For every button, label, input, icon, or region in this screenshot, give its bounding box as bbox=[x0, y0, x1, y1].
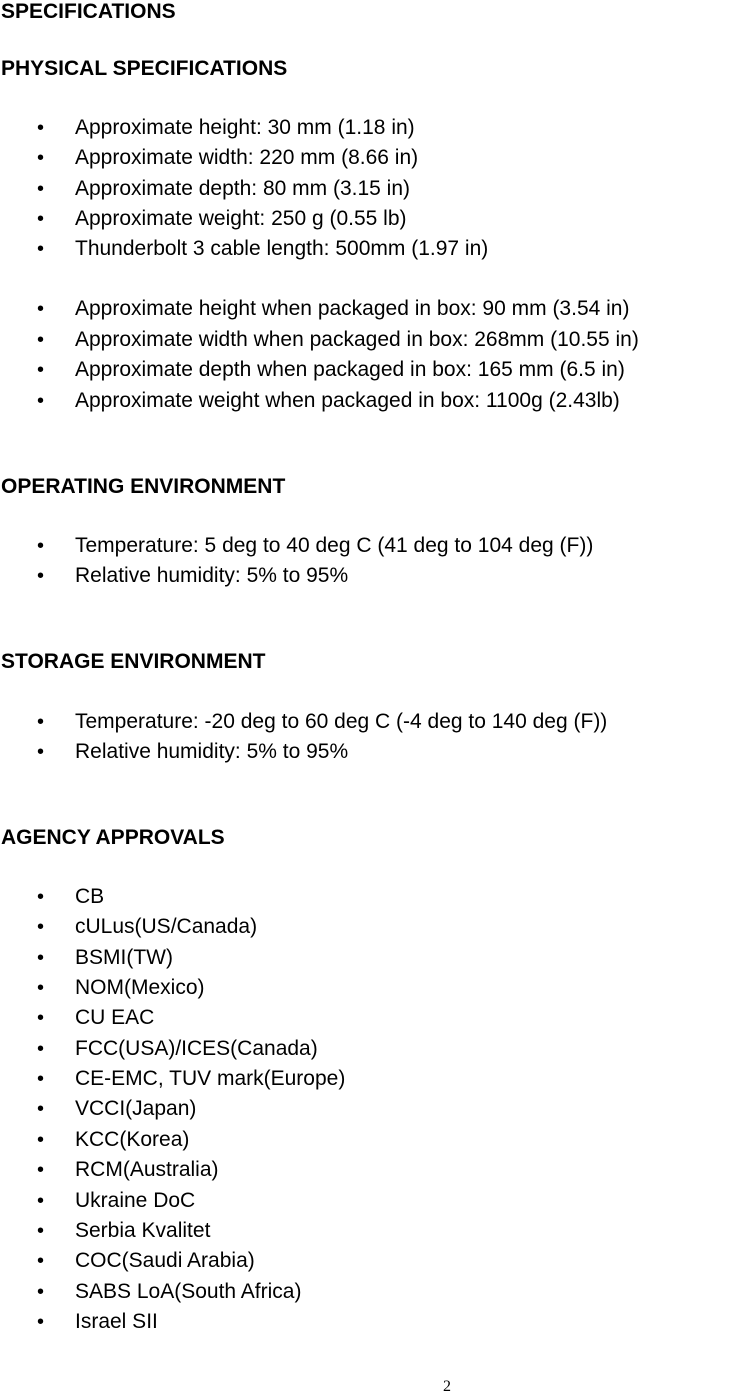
bullet-icon: • bbox=[37, 741, 45, 763]
list-item-text: Approximate width when packaged in box: 268mm (10.55 in) bbox=[75, 328, 639, 351]
list-item-text: Approximate weight: 250 g (0.55 lb) bbox=[75, 207, 407, 230]
list-item-text: CB bbox=[75, 885, 105, 908]
bullet-icon: • bbox=[37, 1068, 45, 1090]
bullet-icon: • bbox=[37, 1311, 45, 1333]
bullet-icon: • bbox=[37, 565, 45, 587]
page-number: 2 bbox=[443, 1378, 451, 1395]
bullet-icon: • bbox=[37, 886, 45, 908]
bullet-icon: • bbox=[37, 1220, 45, 1242]
list-item-text: Approximate depth when packaged in box: 165 mm (6.5 in) bbox=[75, 358, 625, 381]
list-item-text: NOM(Mexico) bbox=[75, 976, 205, 999]
bullet-icon: • bbox=[37, 1190, 45, 1212]
bullet-icon: • bbox=[37, 535, 45, 557]
list-item-text: Serbia Kvalitet bbox=[75, 1219, 211, 1242]
list-item-text: Approximate width: 220 mm (8.66 in) bbox=[75, 146, 419, 169]
list-item-text: Israel SII bbox=[75, 1310, 158, 1333]
bullet-icon: • bbox=[37, 947, 45, 969]
bullet-icon: • bbox=[37, 1098, 45, 1120]
bullet-icon: • bbox=[37, 390, 45, 412]
bullet-icon: • bbox=[37, 1250, 45, 1272]
list-item-text: RCM(Australia) bbox=[75, 1158, 219, 1181]
list-item-text: Approximate depth: 80 mm (3.15 in) bbox=[75, 177, 410, 200]
bullet-icon: • bbox=[37, 1281, 45, 1303]
list-item-text: Ukraine DoC bbox=[75, 1189, 196, 1212]
list-item-text: CU EAC bbox=[75, 1006, 155, 1029]
page-title: SPECIFICATIONS bbox=[1, 0, 176, 23]
bullet-icon: • bbox=[37, 1007, 45, 1029]
list-item-text: Relative humidity: 5% to 95% bbox=[75, 564, 349, 587]
list-item-text: VCCI(Japan) bbox=[75, 1097, 197, 1120]
bullet-icon: • bbox=[37, 298, 45, 320]
section-heading-physical: PHYSICAL SPECIFICATIONS bbox=[1, 57, 288, 80]
section-heading-agency: AGENCY APPROVALS bbox=[1, 826, 225, 849]
bullet-icon: • bbox=[37, 1129, 45, 1151]
list-item-text: Temperature: 5 deg to 40 deg C (41 deg to 104 deg (F)) bbox=[75, 534, 594, 557]
list-item-text: CE-EMC, TUV mark(Europe) bbox=[75, 1067, 346, 1090]
bullet-icon: • bbox=[37, 711, 45, 733]
list-item-text: Approximate height when packaged in box: 90 mm (3.54 in) bbox=[75, 297, 630, 320]
bullet-icon: • bbox=[37, 208, 45, 230]
bullet-icon: • bbox=[37, 329, 45, 351]
list-item-text: BSMI(TW) bbox=[75, 946, 173, 969]
bullet-icon: • bbox=[37, 147, 45, 169]
bullet-icon: • bbox=[37, 117, 45, 139]
list-item-text: cULus(US/Canada) bbox=[75, 915, 258, 938]
bullet-icon: • bbox=[37, 916, 45, 938]
bullet-icon: • bbox=[37, 238, 45, 260]
list-item-text: Approximate weight when packaged in box: 1100g (2.43lb) bbox=[75, 389, 620, 412]
list-item-text: KCC(Korea) bbox=[75, 1128, 190, 1151]
list-item-text: FCC(USA)/ICES(Canada) bbox=[75, 1037, 318, 1060]
bullet-icon: • bbox=[37, 977, 45, 999]
list-item-text: Relative humidity: 5% to 95% bbox=[75, 740, 349, 763]
section-heading-storage: STORAGE ENVIRONMENT bbox=[1, 650, 266, 673]
bullet-icon: • bbox=[37, 1159, 45, 1181]
bullet-icon: • bbox=[37, 359, 45, 381]
bullet-icon: • bbox=[37, 1038, 45, 1060]
list-item-text: Thunderbolt 3 cable length: 500mm (1.97 in) bbox=[75, 237, 489, 260]
list-item-text: COC(Saudi Arabia) bbox=[75, 1249, 255, 1272]
list-item-text: Temperature: -20 deg to 60 deg C (-4 deg to 140 deg (F)) bbox=[75, 710, 608, 733]
section-heading-operating: OPERATING ENVIRONMENT bbox=[1, 475, 286, 498]
bullet-icon: • bbox=[37, 178, 45, 200]
list-item-text: SABS LoA(South Africa) bbox=[75, 1280, 302, 1303]
list-item-text: Approximate height: 30 mm (1.18 in) bbox=[75, 116, 415, 139]
